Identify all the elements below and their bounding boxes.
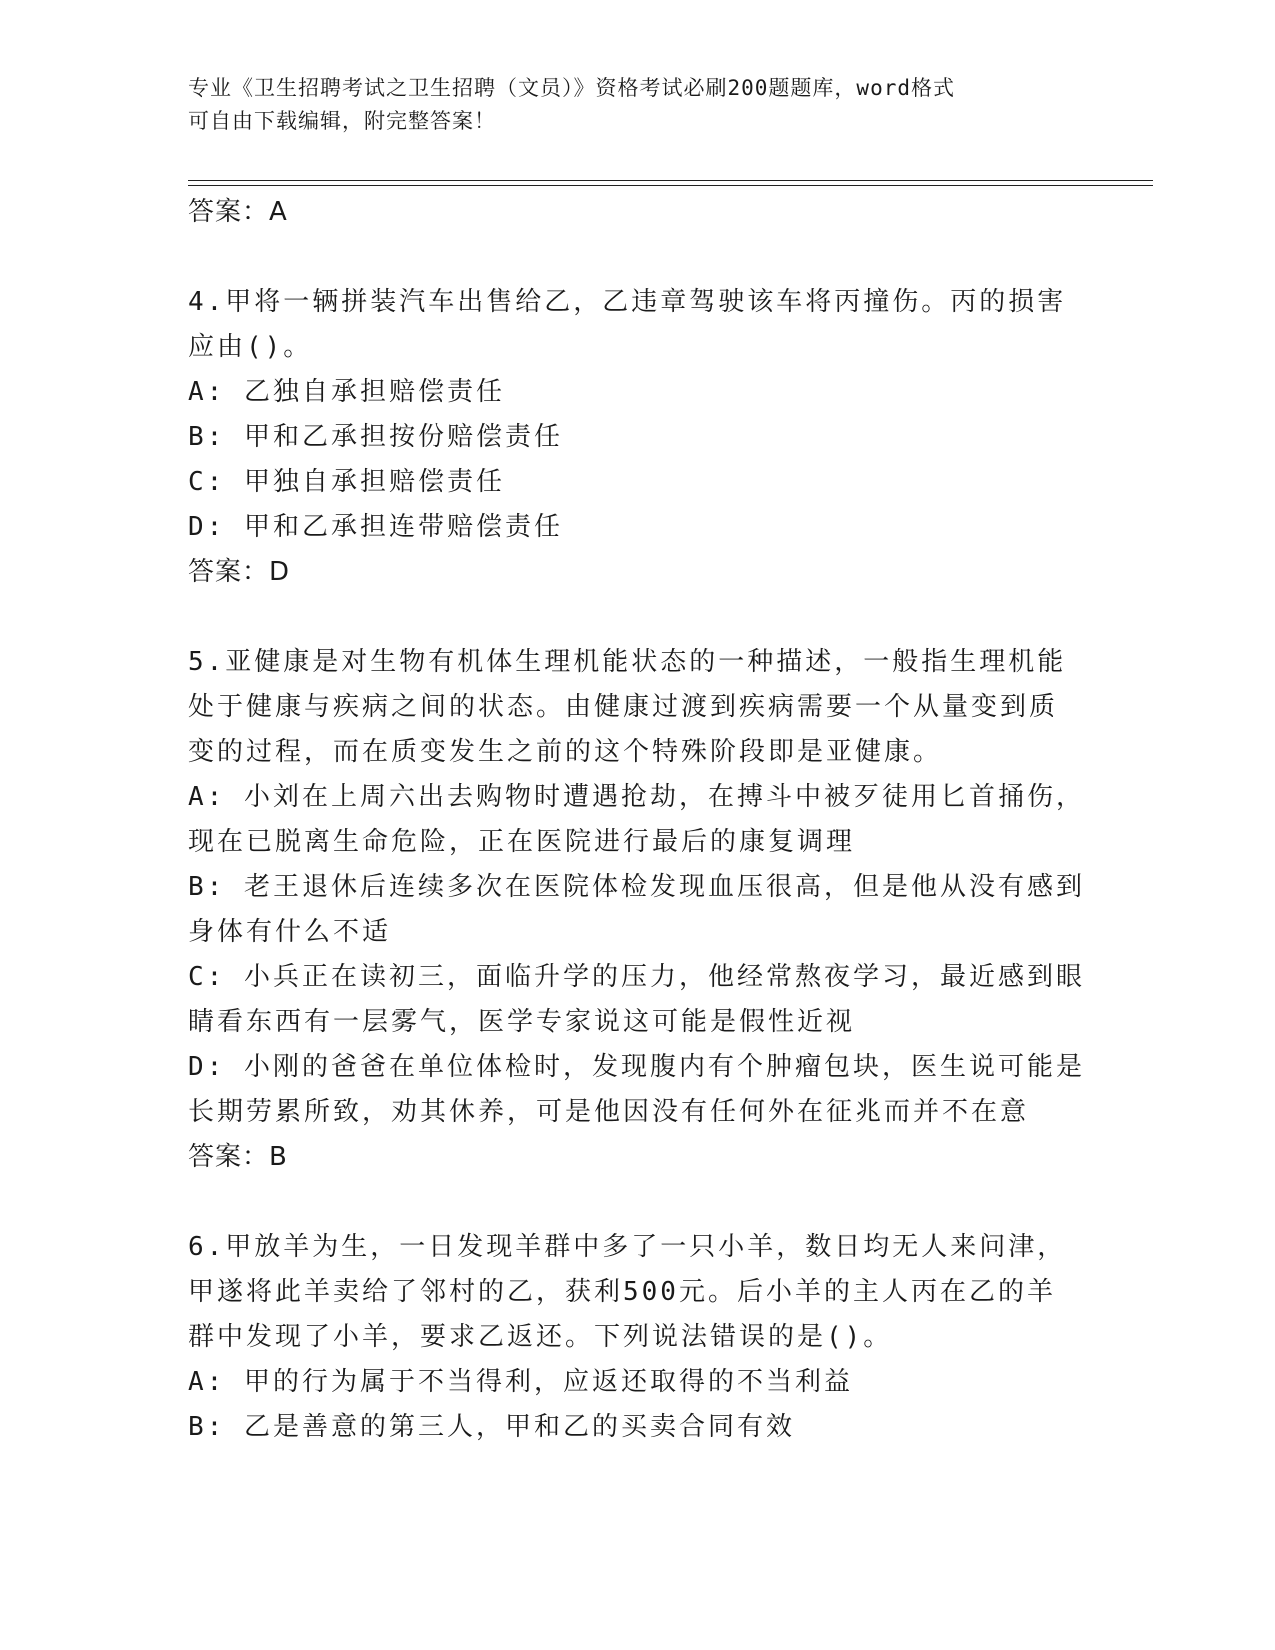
question-text-line: 4.甲将一辆拼装汽车出售给乙，乙违章驾驶该车将丙撞伤。丙的损害 xyxy=(188,287,1067,317)
question-text-line: 甲遂将此羊卖给了邻村的乙，获利500元。后小羊的主人丙在乙的羊 xyxy=(188,1277,1056,1307)
option-d: D: 甲和乙承担连带赔偿责任 xyxy=(188,512,563,542)
answer-line: 答案：D xyxy=(188,557,291,587)
document-body xyxy=(188,190,1088,1450)
question-text-line: 群中发现了小羊，要求乙返还。下列说法错误的是()。 xyxy=(188,1322,893,1352)
option-b: B: 甲和乙承担按份赔偿责任 xyxy=(188,422,563,452)
header-line-2: 可自由下载编辑，附完整答案！ xyxy=(188,109,496,133)
header-line-1: 专业《卫生招聘考试之卫生招聘（文员）》资格考试必刷200题题库，word格式 xyxy=(188,76,955,100)
option-c-cont: 睛看东西有一层雾气，医学专家说这可能是假性近视 xyxy=(188,1007,856,1037)
question-text-line: 处于健康与疾病之间的状态。由健康过渡到疾病需要一个从量变到质 xyxy=(188,692,1059,722)
option-a: A: 甲的行为属于不当得利，应返还取得的不当利益 xyxy=(188,1367,853,1397)
header-rule-bottom xyxy=(188,185,1153,186)
document-header xyxy=(188,72,1088,138)
question-text-line: 变的过程，而在质变发生之前的这个特殊阶段即是亚健康。 xyxy=(188,737,943,767)
header-rule-top xyxy=(188,180,1153,181)
question-text-line: 6.甲放羊为生，一日发现羊群中多了一只小羊，数日均无人来问津， xyxy=(188,1232,1067,1262)
question-5 xyxy=(188,640,1088,1179)
option-c: C: 小兵正在读初三，面临升学的压力，他经常熬夜学习，最近感到眼 xyxy=(188,962,1085,992)
question-text-line: 应由()。 xyxy=(188,332,313,362)
question-4 xyxy=(188,280,1088,594)
option-a: A: 乙独自承担赔偿责任 xyxy=(188,377,505,407)
answer-line: 答案：A xyxy=(188,197,288,227)
option-b: B: 乙是善意的第三人，甲和乙的买卖合同有效 xyxy=(188,1412,795,1442)
option-a-cont: 现在已脱离生命危险，正在医院进行最后的康复调理 xyxy=(188,827,856,857)
question-6 xyxy=(188,1225,1088,1450)
option-d-cont: 长期劳累所致，劝其休养，可是他因没有任何外在征兆而并不在意 xyxy=(188,1097,1030,1127)
option-b: B: 老王退休后连续多次在医院体检发现血压很高，但是他从没有感到 xyxy=(188,872,1085,902)
option-b-cont: 身体有什么不适 xyxy=(188,917,392,947)
option-c: C: 甲独自承担赔偿责任 xyxy=(188,467,505,497)
answer-line: 答案：B xyxy=(188,1142,288,1172)
option-d: D: 小刚的爸爸在单位体检时，发现腹内有个肿瘤包块，医生说可能是 xyxy=(188,1052,1085,1082)
option-a: A: 小刘在上周六出去购物时遭遇抢劫，在搏斗中被歹徒用匕首捅伤， xyxy=(188,782,1085,812)
question-text-line: 5.亚健康是对生物有机体生理机能状态的一种描述，一般指生理机能 xyxy=(188,647,1067,677)
